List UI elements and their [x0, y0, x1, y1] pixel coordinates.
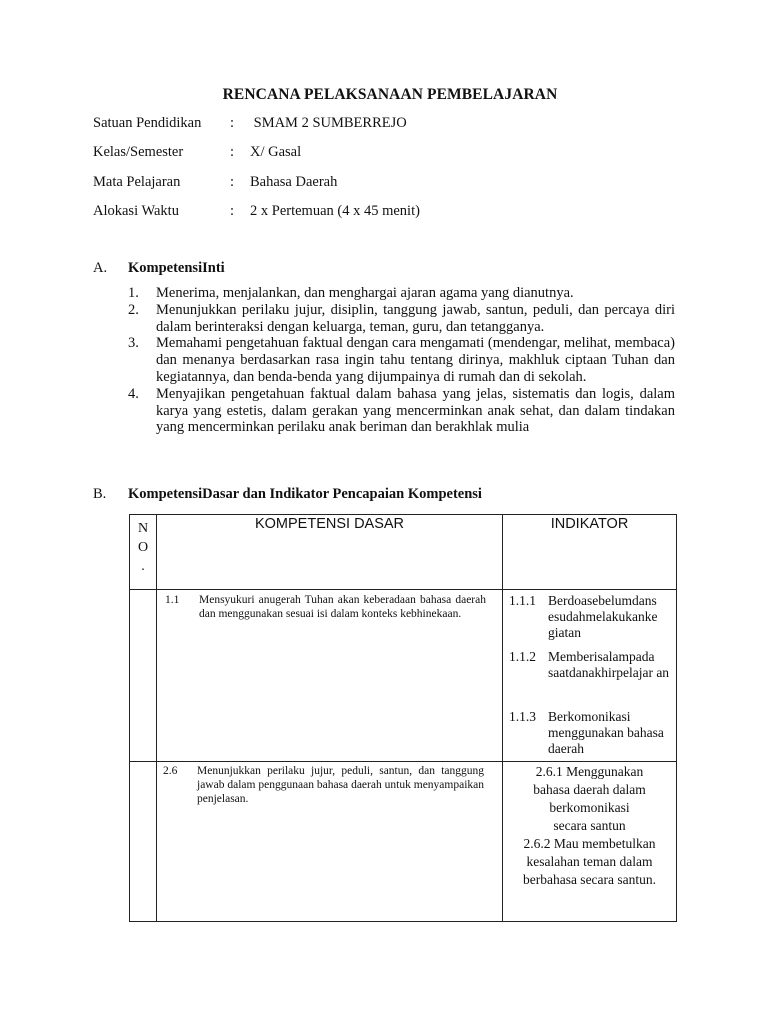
table-row [130, 590, 677, 762]
table-header-row [130, 515, 677, 590]
meta-value: Bahasa Daerah [250, 174, 338, 190]
header-no-char: O [137, 540, 149, 555]
list-item [128, 302, 675, 336]
list-item-number: 1. [128, 285, 139, 301]
header-no-char: . [141, 559, 145, 574]
meta-colon: : [230, 144, 235, 160]
indikator-item [509, 649, 672, 709]
kd-text: Menunjukkan perilaku jujur, peduli, santun, dan tanggung jawab dalam penggunaan bahasa daerah untuk menyampaikan penjelasan. [197, 765, 484, 805]
header-kompetensi-dasar: KOMPETENSI DASAR [157, 515, 503, 590]
indikator-number: 2.6.2 [523, 836, 551, 851]
meta-value: 2 x Pertemuan (4 x 45 menit) [250, 203, 420, 219]
indikator-number: 1.1.3 [509, 709, 536, 724]
kd-text: Mensyukuri anugerah Tuhan akan keberadaan bahasa daerah dan menggunakan sesuai isi dalam konteks kebhinekaan. [199, 594, 486, 620]
header-no-cell [130, 515, 157, 590]
table-row [130, 762, 677, 922]
indikator-number: 1.1.2 [509, 649, 536, 664]
indikator-number: 2.6.1 [535, 764, 563, 779]
indikator-item [509, 709, 672, 757]
indikator-list [503, 590, 676, 757]
document-title: RENCANA PELAKSANAAN PEMBELAJARAN [222, 86, 558, 103]
section-letter: A. [93, 260, 108, 276]
kd-cell [157, 590, 503, 762]
meta-label: Mata Pelajaran [93, 174, 181, 190]
indikator-item [511, 835, 668, 889]
meta-label: Kelas/Semester [93, 144, 184, 160]
list-item-text: Menerima, menjalankan, dan menghargai ajaran agama yang dianutnya. [156, 285, 574, 301]
indikator-number: 1.1.1 [509, 593, 536, 608]
list-item-text: Menunjukkan perilaku jujur, disiplin, tanggung jawab, santun, peduli, dan percaya diri dalam berinteraksi dengan keluarga, teman, guru, dan tetangganya. [156, 301, 675, 335]
indikator-cell [503, 590, 677, 762]
section-title: KompetensiInti [128, 260, 225, 276]
indikator-text: Menggunakan bahasa daerah dalam berkomonikasi secara santun [533, 764, 646, 833]
meta-label: Alokasi Waktu [93, 203, 179, 219]
meta-value: X/ Gasal [250, 144, 302, 160]
list-item [128, 285, 675, 302]
list-item-text: Memahami pengetahuan faktual dengan cara mengamati (mendengar, melihat, membaca) dan menanya berdasarkan rasa ingin tahu tentang dirinya, makhluk ciptaan Tuhan dan kegiatannya, dan benda-benda yang dijumpainya di rumah dan di sekolah. [156, 335, 675, 385]
kd-entry [157, 762, 502, 806]
list-item [128, 335, 675, 385]
list-item-text: Menyajikan pengetahuan faktual dalam bahasa yang jelas, sistematis dan logis, dalam karya yang estetis, dalam gerakan yang mencerminkan anak sehat, dan dalam tindakan yang mencerminkan perilaku anak beriman dan berakhlak mulia [156, 385, 675, 436]
list-item-number: 3. [128, 335, 139, 352]
list-item-number: 2. [128, 301, 139, 318]
indikator-cell [503, 762, 677, 922]
indikator-list [503, 762, 676, 889]
indikator-item [509, 593, 672, 649]
row-no-cell [130, 590, 157, 762]
row-no-cell [130, 762, 157, 922]
kd-number: 2.6 [163, 765, 178, 777]
list-item-number: 4. [128, 385, 139, 402]
indikator-text: Mau membetulkan kesalahan teman dalam berbahasa secara santun. [522, 836, 657, 887]
indikator-text: Berdoasebelumdans esudahmelakukanke giatan [548, 593, 658, 640]
kd-entry [157, 590, 502, 621]
kd-cell [157, 762, 503, 922]
list-item [128, 386, 675, 436]
meta-colon: : [230, 203, 235, 219]
section-letter: B. [93, 486, 107, 502]
indikator-text: Memberisalampada saatdanakhirpelajar an [548, 649, 670, 680]
meta-colon: : [230, 174, 235, 190]
indikator-text: Berkomonikasi menggunakan bahasa daerah [548, 709, 664, 756]
section-title: KompetensiDasar dan Indikator Pencapaian Kompetensi [128, 486, 482, 502]
indikator-item [511, 763, 668, 835]
meta-colon: : [230, 115, 235, 131]
header-no-char: N [137, 521, 149, 536]
kompetensi-inti-list [128, 285, 675, 436]
meta-value: SMAM 2 SUMBERREJO [250, 115, 407, 131]
meta-label: Satuan Pendidikan [93, 115, 202, 131]
header-indikator: INDIKATOR [503, 515, 677, 590]
kd-number: 1.1 [165, 594, 180, 606]
kompetensi-dasar-table [129, 514, 677, 922]
